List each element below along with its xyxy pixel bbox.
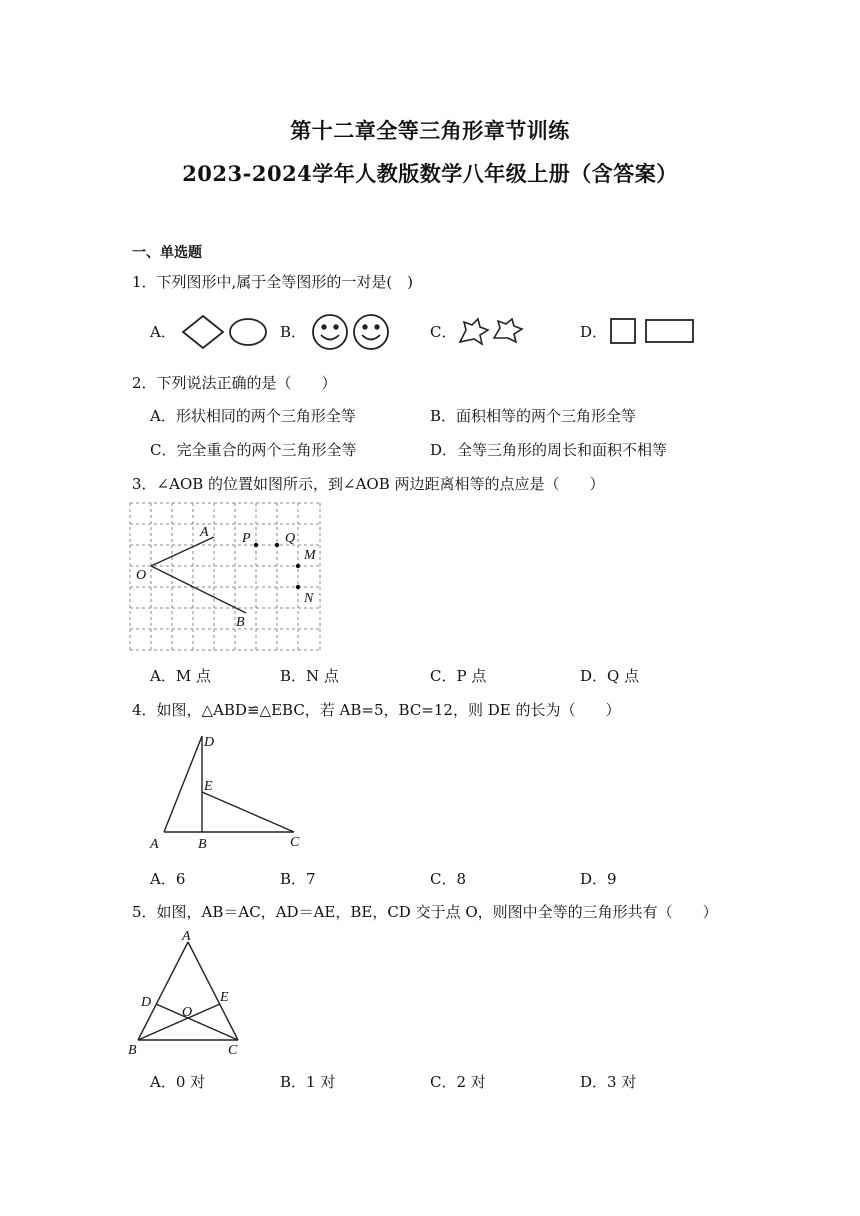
q3-grid-figure xyxy=(128,501,324,653)
q2-stem: 2．下列说法正确的是（ ） xyxy=(132,374,337,392)
doc-title-line1: 第十二章全等三角形章节训练 xyxy=(290,118,570,143)
label-e: E xyxy=(220,990,229,1005)
q3-stem: 3．∠AOB 的位置如图所示，到∠AOB 两边距离相等的点应是（ ） xyxy=(132,475,605,493)
q4-option-b: B．7 xyxy=(280,870,316,888)
q1-figure-a xyxy=(178,312,270,352)
label-a: A xyxy=(150,837,159,852)
irregular-shape xyxy=(460,319,488,344)
label-b: B xyxy=(128,1043,137,1058)
segment-ad xyxy=(164,736,202,832)
square-shape xyxy=(611,319,635,343)
label-p: P xyxy=(242,531,251,546)
label-b: B xyxy=(236,615,245,630)
label-n: N xyxy=(304,591,314,606)
label-d: D xyxy=(141,995,152,1010)
segment-ec xyxy=(202,792,294,832)
point-p xyxy=(254,543,258,547)
label-c: C xyxy=(228,1043,238,1058)
q3-option-d: D．Q 点 xyxy=(580,667,640,685)
q1-option-c: C． xyxy=(430,323,457,341)
q1-figure-b xyxy=(310,310,394,354)
q5-option-a: A．0 对 xyxy=(150,1073,206,1091)
label-m: M xyxy=(304,548,316,563)
label-e: E xyxy=(204,779,213,794)
doc-title-line2: 2023-2024学年人教版数学八年级上册（含答案） xyxy=(182,161,678,186)
q1-figure-d xyxy=(608,316,700,346)
q1-option-a: A． xyxy=(150,323,176,341)
q5-option-b: B．1 对 xyxy=(280,1073,336,1091)
q3-option-a: A．M 点 xyxy=(150,667,211,685)
ellipse-shape xyxy=(230,319,266,345)
q2-option-b: B．面积相等的两个三角形全等 xyxy=(430,407,637,425)
q4-option-a: A．6 xyxy=(150,870,186,888)
q4-stem: 4．如图，△ABD≌△EBC，若 AB=5，BC=12，则 DE 的长为（ ） xyxy=(132,701,621,719)
q1-option-d: D． xyxy=(580,323,608,341)
q1-option-b: B． xyxy=(280,323,307,341)
label-o: O xyxy=(136,568,147,583)
q2-option-d: D．全等三角形的周长和面积不相等 xyxy=(430,441,668,459)
q4-triangle-figure xyxy=(144,728,314,852)
q3-option-b: B．N 点 xyxy=(280,667,339,685)
q3-option-c: C．P 点 xyxy=(430,667,487,685)
q5-triangle-figure xyxy=(124,928,254,1058)
label-d: D xyxy=(204,735,215,750)
point-q xyxy=(275,543,279,547)
label-a: A xyxy=(200,525,209,540)
label-b: B xyxy=(198,837,207,852)
q1-stem: 1．下列图形中,属于全等图形的一对是( ) xyxy=(132,273,414,291)
diamond-shape xyxy=(183,316,223,348)
smiley-face-icon xyxy=(354,315,388,349)
section-heading: 一、单选题 xyxy=(132,245,202,261)
segment-ab xyxy=(138,942,188,1040)
point-n xyxy=(296,585,300,589)
q4-option-d: D．9 xyxy=(580,870,617,888)
ray-oa xyxy=(151,537,214,566)
label-a: A xyxy=(182,929,191,944)
q4-option-c: C．8 xyxy=(430,870,467,888)
q2-option-c: C．完全重合的两个三角形全等 xyxy=(150,441,357,459)
rectangle-shape xyxy=(646,320,693,342)
smiley-face-icon xyxy=(313,315,347,349)
label-c: C xyxy=(290,835,300,850)
ray-ob xyxy=(151,566,246,613)
q2-option-a: A．形状相同的两个三角形全等 xyxy=(150,407,356,425)
q5-option-d: D．3 对 xyxy=(580,1073,637,1091)
segment-ac xyxy=(188,942,238,1040)
label-q: Q xyxy=(285,531,296,546)
irregular-shape xyxy=(494,319,522,342)
label-o: O xyxy=(182,1005,193,1020)
segment-cd xyxy=(156,1004,238,1040)
q5-stem: 5．如图，AB＝AC，AD＝AE，BE，CD 交于点 O，则图中全等的三角形共有（ ） xyxy=(132,903,718,921)
grid-lines xyxy=(130,503,320,650)
point-m xyxy=(296,564,300,568)
q1-figure-c xyxy=(456,316,526,350)
q5-option-c: C．2 对 xyxy=(430,1073,486,1091)
